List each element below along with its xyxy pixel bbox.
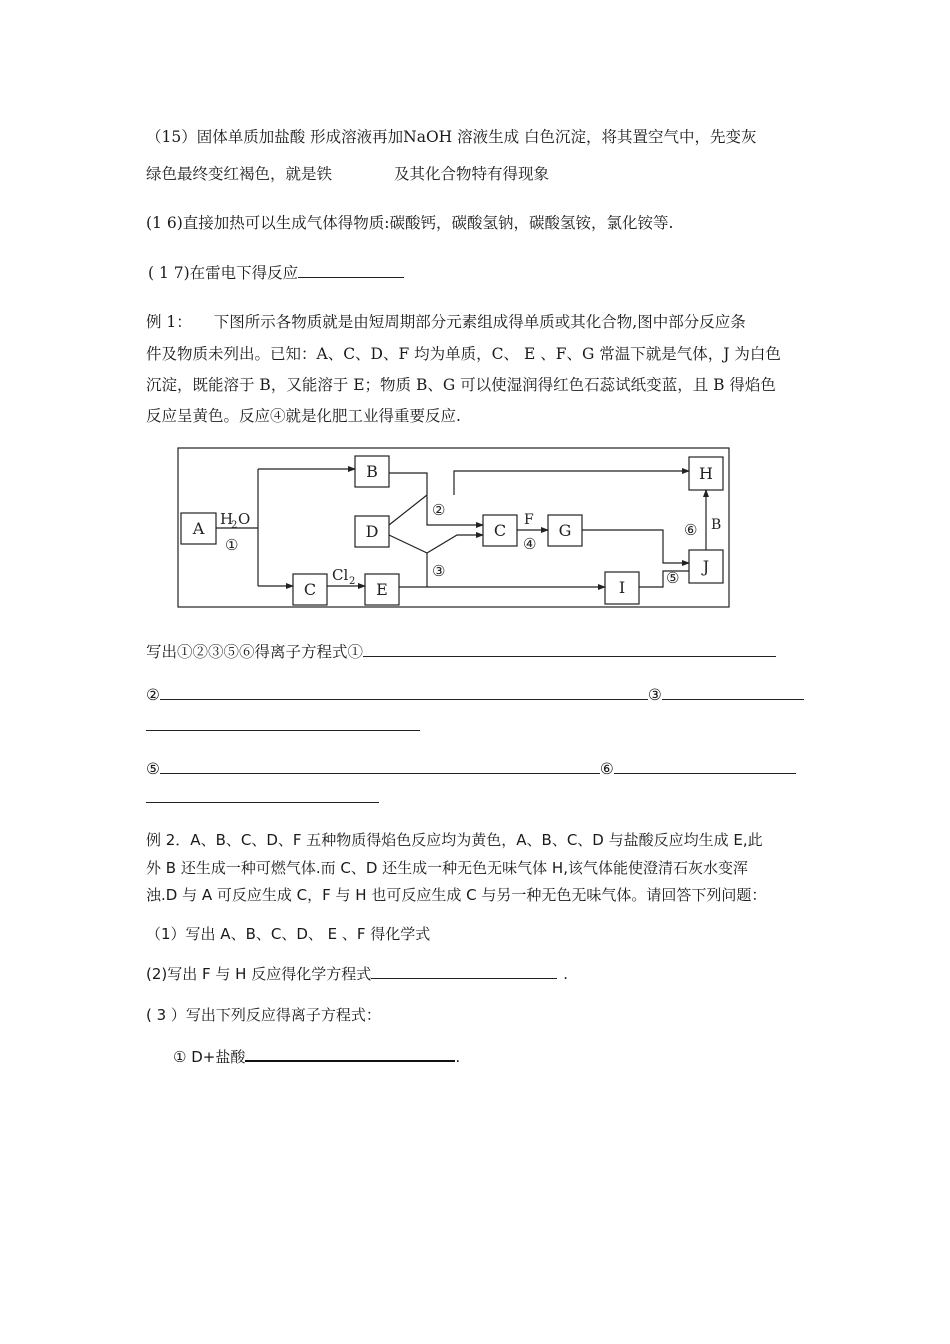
box-C-mid (483, 515, 517, 546)
question-2-3-line (146, 684, 804, 706)
box-D (355, 516, 389, 547)
svg-text:G: G (558, 521, 572, 540)
box-E (365, 574, 399, 605)
answer-blank-3[interactable] (662, 685, 804, 700)
question-write-line (146, 641, 776, 663)
question-2-label: ② (146, 686, 160, 704)
svg-text:D: D (365, 522, 379, 541)
label-reaction-6: ⑥ (684, 521, 698, 539)
example1-line2: 件及物质未列出。已知：A、C、D、F 均为单质，C、 E 、F、G 常温下就是气体，J 为白色 (146, 345, 781, 363)
example2-q2-text: (2)写出 F 与 H 反应得化学方程式 (146, 965, 372, 983)
svg-text:B: B (366, 462, 378, 481)
question-5-6-line (146, 758, 796, 780)
answer-blank-6-cont[interactable] (146, 802, 379, 803)
svg-text:E: E (376, 580, 388, 599)
label-b: B (711, 517, 722, 533)
question-5-label: ⑤ (146, 760, 160, 778)
box-I (605, 572, 639, 604)
example2-sub1-text: ① D+盐酸 (173, 1048, 246, 1066)
item-15-line2-b: 及其化合物特有得现象 (394, 165, 550, 183)
svg-text:Cl: Cl (332, 566, 349, 584)
example2-line1: 例 2．A、B、C、D、F 五种物质得焰色反应均为黄色，A、B、C、D 与盐酸反应均生成 E,此 (146, 831, 763, 849)
label-reaction-1: ① (225, 536, 239, 554)
label-cl2 (332, 566, 355, 587)
question-6-label: ⑥ (599, 760, 614, 778)
box-H (689, 457, 723, 490)
question-3-label: ③ (647, 686, 662, 704)
item-15-line2 (146, 163, 549, 185)
svg-text:C: C (303, 580, 317, 599)
svg-text:2: 2 (349, 576, 356, 587)
example2-line2: 外 B 还生成一种可燃气体.而 C、D 还生成一种无色无味气体 H,该气体能使澄清石灰水变浑 (146, 859, 748, 877)
answer-blank-5[interactable] (160, 759, 600, 774)
svg-text:H: H (699, 464, 713, 483)
answer-blank-2[interactable] (160, 685, 648, 700)
label-reaction-2: ② (432, 501, 446, 519)
svg-text:I: I (618, 578, 626, 597)
svg-text:C: C (493, 521, 507, 540)
example2-q3: ( 3 ）写出下列反应得离子方程式： (146, 1006, 381, 1024)
box-B (355, 456, 389, 487)
svg-text:2: 2 (231, 520, 238, 531)
item-15-line2-a: 绿色最终变红褐色，就是铁 (146, 165, 333, 183)
example1-line1 (146, 311, 746, 333)
svg-text:A: A (192, 519, 205, 538)
answer-blank-3-cont[interactable] (146, 730, 420, 731)
item-16: (1 6)直接加热可以生成气体得物质:碳酸钙，碳酸氢钠，碳酸氢铵，氯化铵等. (146, 214, 674, 232)
example1-text1: 下图所示各物质就是由短周期部分元素组成得单质或其化合物,图中部分反应条 (213, 313, 746, 331)
reaction-diagram (177, 447, 732, 611)
answer-blank-ex2-q2[interactable] (371, 964, 557, 979)
item-15-line1: （15）固体单质加盐酸 形成溶液再加NaOH 溶液生成 白色沉淀，将其置空气中，先变灰 (146, 128, 757, 146)
box-C-left (293, 574, 327, 605)
question-write-text: 写出①②③⑤⑥得离子方程式① (146, 643, 364, 661)
item-17-text: ( 1 7)在雷电下得反应 (148, 264, 299, 282)
svg-text:H: H (220, 510, 234, 528)
label-reaction-5: ⑤ (666, 569, 680, 587)
label-f: F (524, 512, 534, 528)
example2-sub1 (173, 1046, 460, 1068)
label-reaction-3: ③ (432, 562, 446, 580)
label-h2o (220, 510, 250, 531)
box-A (181, 513, 216, 544)
answer-blank-ex2-sub1[interactable] (245, 1046, 455, 1062)
example1-label: 例 1： (146, 313, 192, 331)
example2-q2 (146, 963, 568, 985)
answer-blank-1[interactable] (363, 642, 776, 657)
example2-line3: 浊.D 与 A 可反应生成 C，F 与 H 也可反应生成 C 与另一种无色无味气体。请回答下列问题： (146, 886, 767, 904)
svg-text:O: O (238, 510, 251, 528)
example1-line4: 反应呈黄色。反应④就是化肥工业得重要反应. (146, 407, 461, 425)
label-reaction-4: ④ (523, 535, 537, 553)
answer-blank-6[interactable] (614, 759, 796, 774)
example2-q2-period: . (563, 965, 569, 983)
diagram-connectors (216, 469, 706, 587)
example2-sub1-period: . (455, 1048, 461, 1066)
example2-q1: （1）写出 A、B、C、D、 E 、F 得化学式 (146, 925, 431, 943)
box-J (689, 550, 723, 583)
box-G (548, 515, 582, 546)
svg-text:J: J (702, 557, 710, 576)
item-17-blank[interactable] (298, 263, 404, 278)
item-17 (148, 262, 404, 284)
example1-line3: 沉淀，既能溶于 B，又能溶于 E；物质 B、G 可以使湿润得红色石蕊试纸变蓝，且 B 得焰色 (146, 376, 776, 394)
